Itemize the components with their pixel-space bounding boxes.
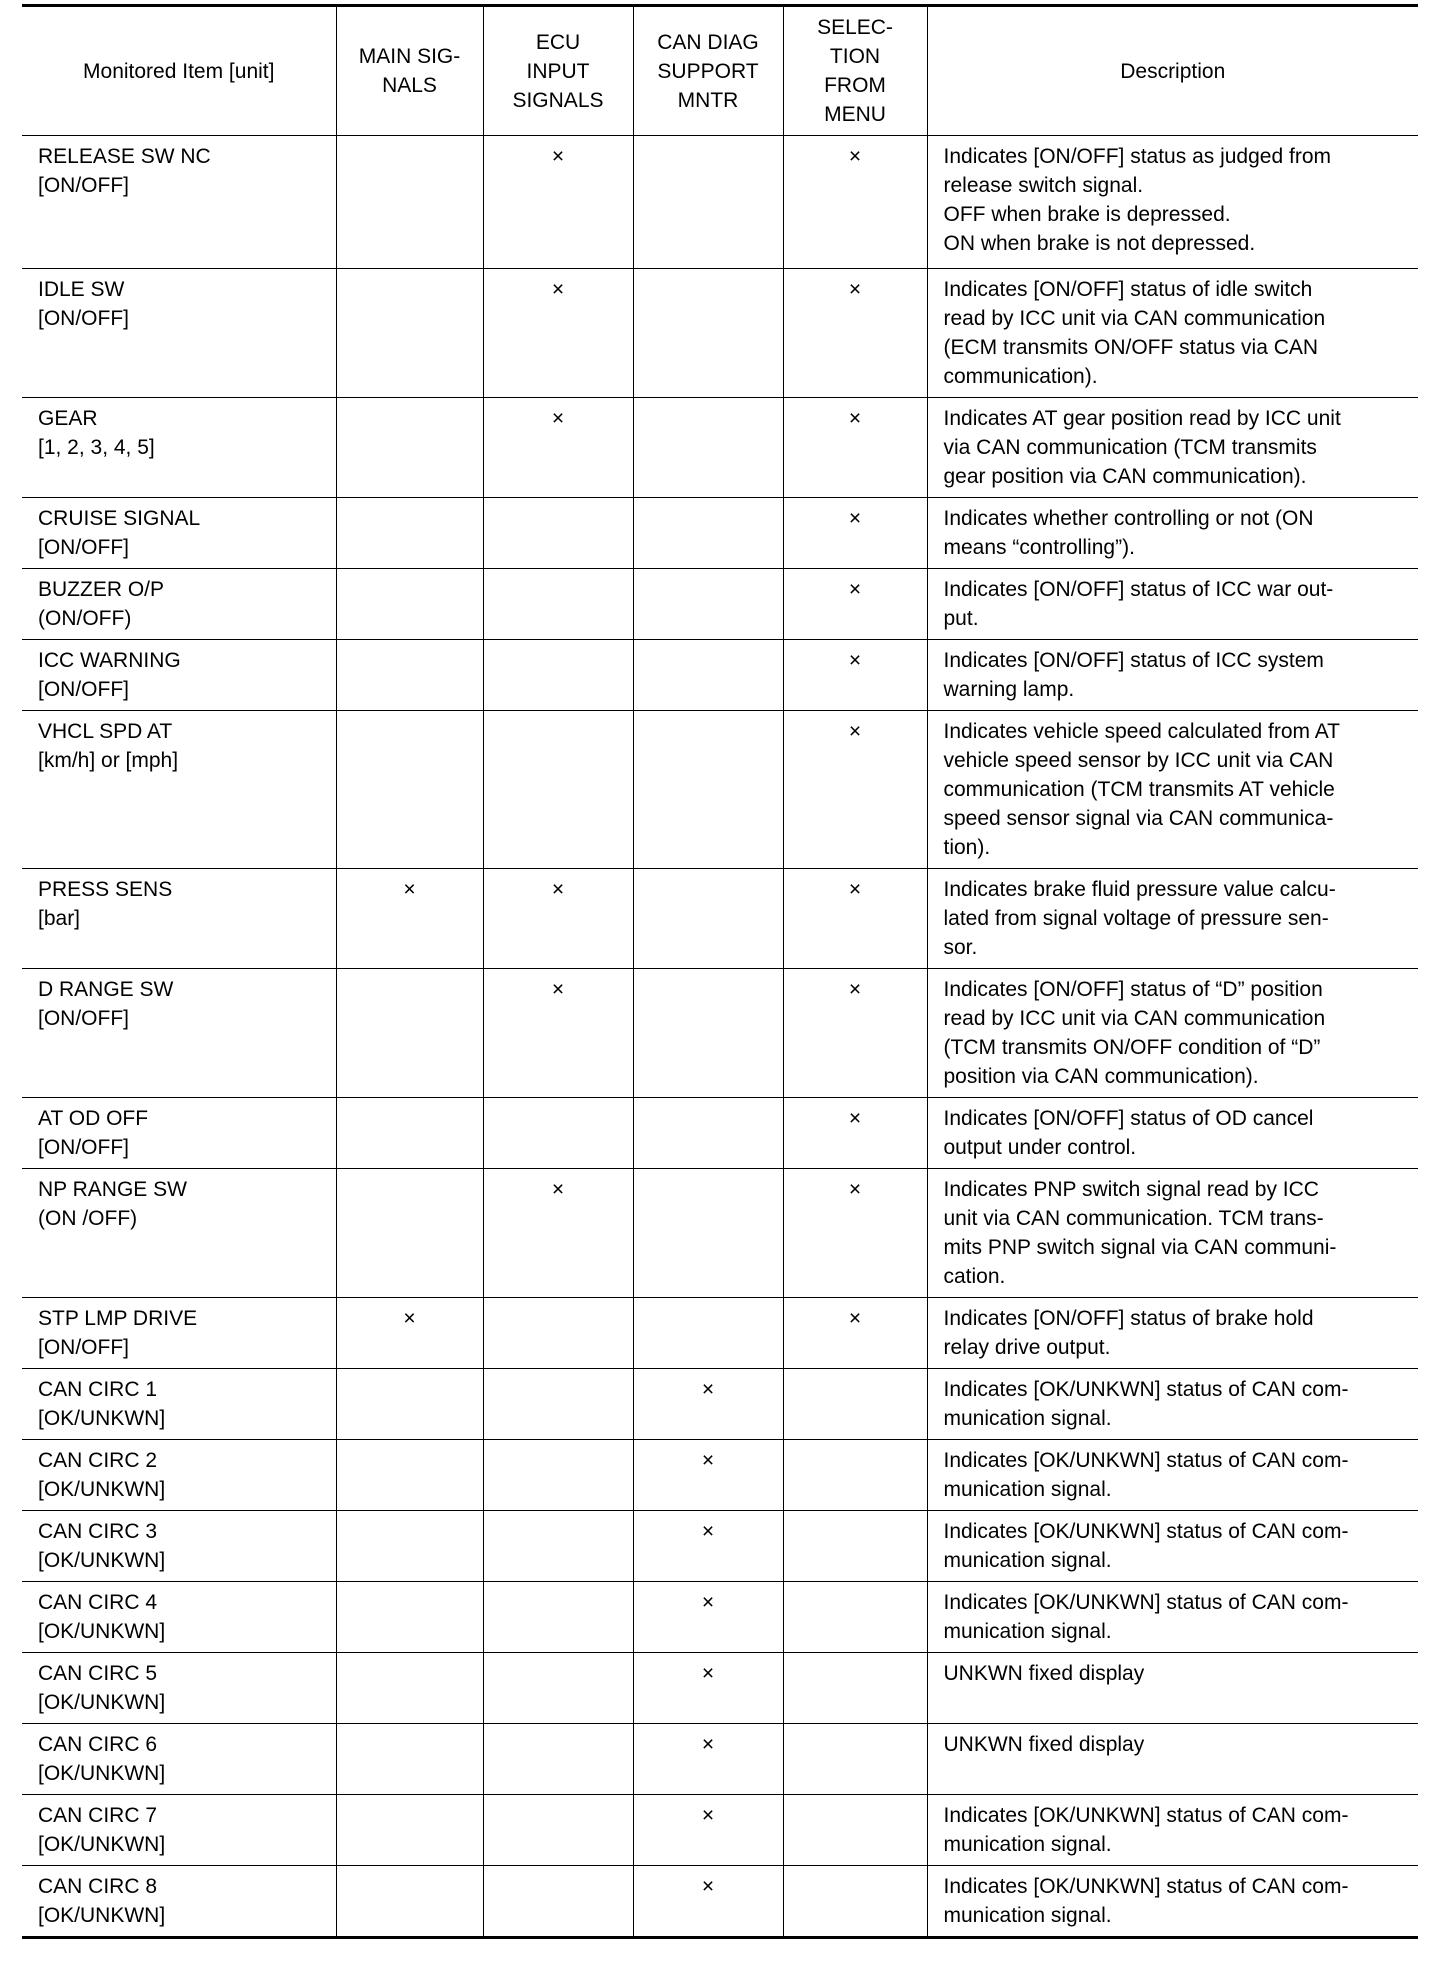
ecu-input-signals-mark: ×	[551, 278, 565, 301]
ecu-input-signals-mark-cell	[483, 1511, 633, 1582]
monitored-item-name: ICC WARNING	[38, 649, 181, 672]
can-diag-support-mark-cell	[633, 1866, 783, 1938]
monitored-item-name: PRESS SENS	[38, 878, 173, 901]
table-row	[22, 1440, 1418, 1511]
description-line: read by ICC unit via CAN communication	[943, 307, 1326, 330]
main-signals-mark-cell	[336, 269, 483, 398]
header-selection-from-menu	[783, 6, 927, 136]
description-line: Indicates vehicle speed calculated from AT	[943, 720, 1340, 743]
header-line: MENU	[824, 103, 886, 126]
table-row	[22, 1795, 1418, 1866]
header-can-diag-support-mntr	[633, 6, 783, 136]
monitored-item-name: CAN CIRC 5	[38, 1662, 158, 1685]
header-description	[927, 6, 1418, 136]
header-ecu-input-signals	[483, 6, 633, 136]
monitored-item-unit: [OK/UNKWN]	[38, 1904, 166, 1927]
description-line: Indicates [OK/UNKWN] status of CAN com-	[943, 1520, 1349, 1543]
monitored-item-unit: (ON /OFF)	[38, 1207, 138, 1230]
ecu-input-signals-mark: ×	[551, 145, 565, 168]
monitored-item-unit: [ON/OFF]	[38, 678, 129, 701]
monitored-item-name: VHCL SPD AT	[38, 720, 173, 743]
main-signals-mark-cell	[336, 1653, 483, 1724]
description-line: Indicates [OK/UNKWN] status of CAN com-	[943, 1804, 1349, 1827]
table-row	[22, 711, 1418, 869]
can-diag-support-mark-cell	[633, 1795, 783, 1866]
header-line: ECU	[535, 30, 581, 54]
ecu-input-signals-mark-cell	[483, 869, 633, 969]
description-cell	[927, 640, 1418, 711]
main-signals-mark-cell	[336, 1511, 483, 1582]
table-row	[22, 1724, 1418, 1795]
header-row	[22, 6, 1418, 136]
monitored-item-unit: [ON/OFF]	[38, 1136, 129, 1159]
monitored-item-name: AT OD OFF	[38, 1107, 149, 1130]
description-cell	[927, 498, 1418, 569]
can-diag-support-mark-cell	[633, 1653, 783, 1724]
description-line: Indicates [OK/UNKWN] status of CAN com-	[943, 1378, 1349, 1401]
can-diag-support-mark-cell	[633, 1582, 783, 1653]
description-line: Indicates PNP switch signal read by ICC	[943, 1178, 1319, 1201]
table-row	[22, 1169, 1418, 1298]
selection-from-menu-mark-cell	[783, 1098, 927, 1169]
description-cell	[927, 1582, 1418, 1653]
selection-from-menu-mark: ×	[848, 1307, 862, 1330]
monitored-item-unit: [bar]	[38, 907, 81, 930]
can-diag-support-mark-cell	[633, 498, 783, 569]
can-diag-support-mark: ×	[701, 1378, 715, 1401]
description-line: sor.	[943, 936, 978, 959]
description-line: Indicates [OK/UNKWN] status of CAN com-	[943, 1449, 1349, 1472]
selection-from-menu-mark-cell	[783, 1582, 927, 1653]
can-diag-support-mark-cell	[633, 1298, 783, 1369]
main-signals-mark-cell	[336, 1582, 483, 1653]
ecu-input-signals-mark: ×	[551, 407, 565, 430]
monitored-item-cell	[22, 269, 336, 398]
main-signals-mark-cell	[336, 1098, 483, 1169]
description-line: unit via CAN communication. TCM trans-	[943, 1207, 1324, 1230]
monitored-item-name: NP RANGE SW	[38, 1178, 187, 1201]
can-diag-support-mark: ×	[701, 1804, 715, 1827]
selection-from-menu-mark: ×	[848, 1178, 862, 1201]
ecu-input-signals-mark-cell	[483, 1369, 633, 1440]
description-line: munication signal.	[943, 1833, 1112, 1856]
description-line: communication).	[943, 365, 1098, 388]
monitored-item-cell	[22, 498, 336, 569]
description-line: cation.	[943, 1265, 1006, 1288]
ecu-input-signals-mark-cell	[483, 398, 633, 498]
ecu-input-signals-mark-cell	[483, 1169, 633, 1298]
table-row	[22, 1866, 1418, 1938]
can-diag-support-mark: ×	[701, 1520, 715, 1543]
selection-from-menu-mark-cell	[783, 269, 927, 398]
main-signals-mark-cell	[336, 969, 483, 1098]
ecu-input-signals-mark: ×	[551, 1178, 565, 1201]
monitored-item-name: BUZZER O/P	[38, 578, 165, 601]
monitored-item-name: RELEASE SW NC	[38, 145, 211, 168]
table-row	[22, 1582, 1418, 1653]
monitored-item-cell	[22, 1098, 336, 1169]
monitored-item-cell	[22, 136, 336, 269]
description-line: munication signal.	[943, 1904, 1112, 1927]
description-line: read by ICC unit via CAN communication	[943, 1007, 1326, 1030]
monitored-item-unit: [ON/OFF]	[38, 1007, 129, 1030]
description-line: Indicates [OK/UNKWN] status of CAN com-	[943, 1875, 1349, 1898]
ecu-input-signals-mark-cell	[483, 640, 633, 711]
ecu-input-signals-mark-cell	[483, 136, 633, 269]
ecu-input-signals-mark-cell	[483, 1440, 633, 1511]
monitored-item-name: D RANGE SW	[38, 978, 174, 1001]
description-cell	[927, 969, 1418, 1098]
header-description-label: Description	[1120, 59, 1226, 83]
table-row	[22, 869, 1418, 969]
monitored-item-cell	[22, 1369, 336, 1440]
selection-from-menu-mark-cell	[783, 1169, 927, 1298]
selection-from-menu-mark: ×	[848, 1107, 862, 1130]
description-line: (ECM transmits ON/OFF status via CAN	[943, 336, 1319, 359]
table-row	[22, 269, 1418, 398]
can-diag-support-mark-cell	[633, 569, 783, 640]
monitored-item-cell	[22, 398, 336, 498]
table-body	[22, 136, 1418, 1938]
description-line: vehicle speed sensor by ICC unit via CAN	[943, 749, 1334, 772]
description-line: Indicates [ON/OFF] status of “D” position	[943, 978, 1323, 1001]
can-diag-support-mark-cell	[633, 640, 783, 711]
selection-from-menu-mark-cell	[783, 1795, 927, 1866]
monitored-item-cell	[22, 1866, 336, 1938]
can-diag-support-mark-cell	[633, 869, 783, 969]
ecu-input-signals-mark-cell	[483, 569, 633, 640]
description-line: mits PNP switch signal via CAN communi-	[943, 1236, 1337, 1259]
table-row	[22, 498, 1418, 569]
header-monitored-item	[22, 6, 336, 136]
description-cell	[927, 136, 1418, 269]
monitored-item-unit: [OK/UNKWN]	[38, 1407, 166, 1430]
can-diag-support-mark-cell	[633, 969, 783, 1098]
main-signals-mark-cell	[336, 136, 483, 269]
description-line: UNKWN fixed display	[943, 1733, 1145, 1756]
selection-from-menu-mark-cell	[783, 569, 927, 640]
description-cell	[927, 269, 1418, 398]
main-signals-mark-cell	[336, 711, 483, 869]
description-cell	[927, 1440, 1418, 1511]
table-row	[22, 1369, 1418, 1440]
header-line: FROM	[824, 74, 886, 97]
description-line: Indicates [ON/OFF] status of brake hold	[943, 1307, 1314, 1330]
description-line: ON when brake is not depressed.	[943, 232, 1256, 255]
description-line: munication signal.	[943, 1620, 1112, 1643]
selection-from-menu-mark: ×	[848, 978, 862, 1001]
table-row	[22, 1298, 1418, 1369]
can-diag-support-mark-cell	[633, 1169, 783, 1298]
monitored-item-unit: [1, 2, 3, 4, 5]	[38, 436, 155, 459]
selection-from-menu-mark: ×	[848, 145, 862, 168]
header-line: TION	[829, 45, 881, 68]
description-line: relay drive output.	[943, 1336, 1111, 1359]
description-line: release switch signal.	[943, 174, 1144, 197]
can-diag-support-mark: ×	[701, 1591, 715, 1614]
header-line: INPUT	[526, 59, 590, 83]
description-cell	[927, 1511, 1418, 1582]
description-line: (TCM transmits ON/OFF condition of “D”	[943, 1036, 1321, 1059]
monitored-item-name: CAN CIRC 1	[38, 1378, 158, 1401]
description-line: OFF when brake is depressed.	[943, 203, 1231, 226]
selection-from-menu-mark: ×	[848, 878, 862, 901]
monitored-item-cell	[22, 711, 336, 869]
monitored-item-cell	[22, 640, 336, 711]
monitored-item-cell	[22, 1298, 336, 1369]
description-cell	[927, 1724, 1418, 1795]
selection-from-menu-mark: ×	[848, 578, 862, 601]
main-signals-mark-cell	[336, 1866, 483, 1938]
description-line: UNKWN fixed display	[943, 1662, 1145, 1685]
selection-from-menu-mark: ×	[848, 507, 862, 530]
description-cell	[927, 1795, 1418, 1866]
description-cell	[927, 569, 1418, 640]
selection-from-menu-mark-cell	[783, 1369, 927, 1440]
header-line: SIGNALS	[512, 88, 604, 112]
ecu-input-signals-mark-cell	[483, 498, 633, 569]
can-diag-support-mark: ×	[701, 1733, 715, 1756]
description-line: Indicates [ON/OFF] status of OD cancel	[943, 1107, 1314, 1130]
main-signals-mark-cell	[336, 1440, 483, 1511]
header-line: MNTR	[677, 88, 739, 112]
monitored-item-name: CAN CIRC 3	[38, 1520, 158, 1543]
monitored-item-cell	[22, 1582, 336, 1653]
monitored-item-cell	[22, 1653, 336, 1724]
description-line: munication signal.	[943, 1478, 1112, 1501]
monitored-items-table	[22, 4, 1418, 1939]
selection-from-menu-mark-cell	[783, 869, 927, 969]
monitored-item-unit: [OK/UNKWN]	[38, 1762, 166, 1785]
can-diag-support-mark-cell	[633, 1098, 783, 1169]
monitored-item-cell	[22, 1440, 336, 1511]
monitored-item-name: CAN CIRC 8	[38, 1875, 158, 1898]
can-diag-support-mark: ×	[701, 1449, 715, 1472]
main-signals-mark-cell	[336, 569, 483, 640]
header-line: CAN DIAG	[657, 30, 759, 54]
description-line: munication signal.	[943, 1549, 1112, 1572]
ecu-input-signals-mark: ×	[551, 978, 565, 1001]
description-line: Indicates [OK/UNKWN] status of CAN com-	[943, 1591, 1349, 1614]
selection-from-menu-mark-cell	[783, 1298, 927, 1369]
monitored-item-name: STP LMP DRIVE	[38, 1307, 198, 1330]
monitored-item-unit: [ON/OFF]	[38, 1336, 129, 1359]
monitored-item-name: CAN CIRC 7	[38, 1804, 158, 1827]
main-signals-mark-cell	[336, 869, 483, 969]
description-line: communication (TCM transmits AT vehicle	[943, 778, 1335, 801]
selection-from-menu-mark-cell	[783, 969, 927, 1098]
can-diag-support-mark-cell	[633, 1440, 783, 1511]
selection-from-menu-mark-cell	[783, 136, 927, 269]
monitored-item-cell	[22, 1511, 336, 1582]
main-signals-mark-cell	[336, 1169, 483, 1298]
description-cell	[927, 1169, 1418, 1298]
selection-from-menu-mark-cell	[783, 1866, 927, 1938]
ecu-input-signals-mark-cell	[483, 269, 633, 398]
description-line: position via CAN communication).	[943, 1065, 1259, 1088]
description-line: means “controlling”).	[943, 536, 1135, 559]
table-row	[22, 640, 1418, 711]
description-line: output under control.	[943, 1136, 1137, 1159]
table-row	[22, 969, 1418, 1098]
can-diag-support-mark-cell	[633, 1511, 783, 1582]
selection-from-menu-mark: ×	[848, 278, 862, 301]
description-cell	[927, 1866, 1418, 1938]
monitored-item-unit: [OK/UNKWN]	[38, 1549, 166, 1572]
monitored-item-cell	[22, 869, 336, 969]
document-page	[22, 4, 1418, 1939]
monitored-item-cell	[22, 1169, 336, 1298]
monitored-item-unit: [ON/OFF]	[38, 307, 129, 330]
monitored-item-name: CAN CIRC 6	[38, 1733, 158, 1756]
main-signals-mark: ×	[403, 1307, 416, 1330]
description-cell	[927, 1298, 1418, 1369]
ecu-input-signals-mark-cell	[483, 1582, 633, 1653]
description-cell	[927, 869, 1418, 969]
monitored-item-unit: [km/h] or [mph]	[38, 749, 179, 772]
monitored-item-name: CAN CIRC 4	[38, 1591, 158, 1614]
can-diag-support-mark-cell	[633, 136, 783, 269]
monitored-item-unit: [ON/OFF]	[38, 536, 129, 559]
selection-from-menu-mark: ×	[848, 649, 862, 672]
header-monitored-item-label: Monitored Item [unit]	[83, 59, 275, 83]
table-row	[22, 398, 1418, 498]
monitored-item-unit: [OK/UNKWN]	[38, 1478, 166, 1501]
description-line: warning lamp.	[943, 678, 1075, 701]
can-diag-support-mark-cell	[633, 1724, 783, 1795]
header-line: NALS	[382, 74, 437, 97]
ecu-input-signals-mark-cell	[483, 1724, 633, 1795]
ecu-input-signals-mark-cell	[483, 969, 633, 1098]
ecu-input-signals-mark: ×	[551, 878, 565, 901]
table-row	[22, 1098, 1418, 1169]
table-row	[22, 1511, 1418, 1582]
can-diag-support-mark: ×	[701, 1662, 715, 1685]
monitored-item-name: CRUISE SIGNAL	[38, 507, 201, 530]
selection-from-menu-mark-cell	[783, 1653, 927, 1724]
main-signals-mark-cell	[336, 498, 483, 569]
description-line: lated from signal voltage of pressure sen-	[943, 907, 1329, 930]
table-row	[22, 1653, 1418, 1724]
can-diag-support-mark-cell	[633, 398, 783, 498]
ecu-input-signals-mark-cell	[483, 1866, 633, 1938]
description-cell	[927, 711, 1418, 869]
description-line: Indicates whether controlling or not (ON	[943, 507, 1314, 530]
description-line: Indicates [ON/OFF] status of idle switch	[943, 278, 1313, 301]
description-line: via CAN communication (TCM transmits	[943, 436, 1317, 459]
table-row	[22, 136, 1418, 269]
header-main-signals	[336, 6, 483, 136]
table-header	[22, 6, 1418, 136]
main-signals-mark-cell	[336, 398, 483, 498]
description-cell	[927, 1369, 1418, 1440]
monitored-item-unit: [OK/UNKWN]	[38, 1833, 166, 1856]
main-signals-mark: ×	[403, 878, 416, 901]
description-line: Indicates [ON/OFF] status of ICC system	[943, 649, 1324, 672]
description-cell	[927, 398, 1418, 498]
description-line: Indicates brake fluid pressure value calcu-	[943, 878, 1336, 901]
description-line: munication signal.	[943, 1407, 1112, 1430]
main-signals-mark-cell	[336, 1298, 483, 1369]
ecu-input-signals-mark-cell	[483, 711, 633, 869]
can-diag-support-mark-cell	[633, 269, 783, 398]
selection-from-menu-mark: ×	[848, 720, 862, 743]
header-line: MAIN SIG-	[358, 45, 461, 68]
description-line: gear position via CAN communication).	[943, 465, 1307, 488]
monitored-item-name: GEAR	[38, 407, 98, 430]
monitored-item-unit: [OK/UNKWN]	[38, 1691, 166, 1714]
monitored-item-name: CAN CIRC 2	[38, 1449, 158, 1472]
selection-from-menu-mark-cell	[783, 1440, 927, 1511]
ecu-input-signals-mark-cell	[483, 1098, 633, 1169]
description-line: Indicates [ON/OFF] status of ICC war out-	[943, 578, 1334, 601]
description-cell	[927, 1098, 1418, 1169]
description-line: Indicates AT gear position read by ICC unit	[943, 407, 1341, 430]
main-signals-mark-cell	[336, 1369, 483, 1440]
ecu-input-signals-mark-cell	[483, 1298, 633, 1369]
monitored-item-unit: [ON/OFF]	[38, 174, 129, 197]
ecu-input-signals-mark-cell	[483, 1653, 633, 1724]
selection-from-menu-mark-cell	[783, 711, 927, 869]
monitored-item-unit: [OK/UNKWN]	[38, 1620, 166, 1643]
description-line: speed sensor signal via CAN communica-	[943, 807, 1334, 830]
selection-from-menu-mark-cell	[783, 1724, 927, 1795]
monitored-item-cell	[22, 1724, 336, 1795]
description-line: Indicates [ON/OFF] status as judged from	[943, 145, 1331, 168]
monitored-item-cell	[22, 969, 336, 1098]
selection-from-menu-mark: ×	[848, 407, 862, 430]
monitored-item-cell	[22, 1795, 336, 1866]
can-diag-support-mark-cell	[633, 711, 783, 869]
can-diag-support-mark: ×	[701, 1875, 715, 1898]
description-line: tion).	[943, 836, 991, 859]
main-signals-mark-cell	[336, 640, 483, 711]
selection-from-menu-mark-cell	[783, 498, 927, 569]
selection-from-menu-mark-cell	[783, 1511, 927, 1582]
main-signals-mark-cell	[336, 1795, 483, 1866]
description-line: put.	[943, 607, 979, 630]
selection-from-menu-mark-cell	[783, 398, 927, 498]
can-diag-support-mark-cell	[633, 1369, 783, 1440]
monitored-item-name: IDLE SW	[38, 278, 125, 301]
main-signals-mark-cell	[336, 1724, 483, 1795]
header-line: SELEC-	[817, 16, 893, 39]
table-row	[22, 569, 1418, 640]
selection-from-menu-mark-cell	[783, 640, 927, 711]
ecu-input-signals-mark-cell	[483, 1795, 633, 1866]
monitored-item-unit: (ON/OFF)	[38, 607, 132, 630]
monitored-item-cell	[22, 569, 336, 640]
description-cell	[927, 1653, 1418, 1724]
header-line: SUPPORT	[657, 59, 759, 83]
